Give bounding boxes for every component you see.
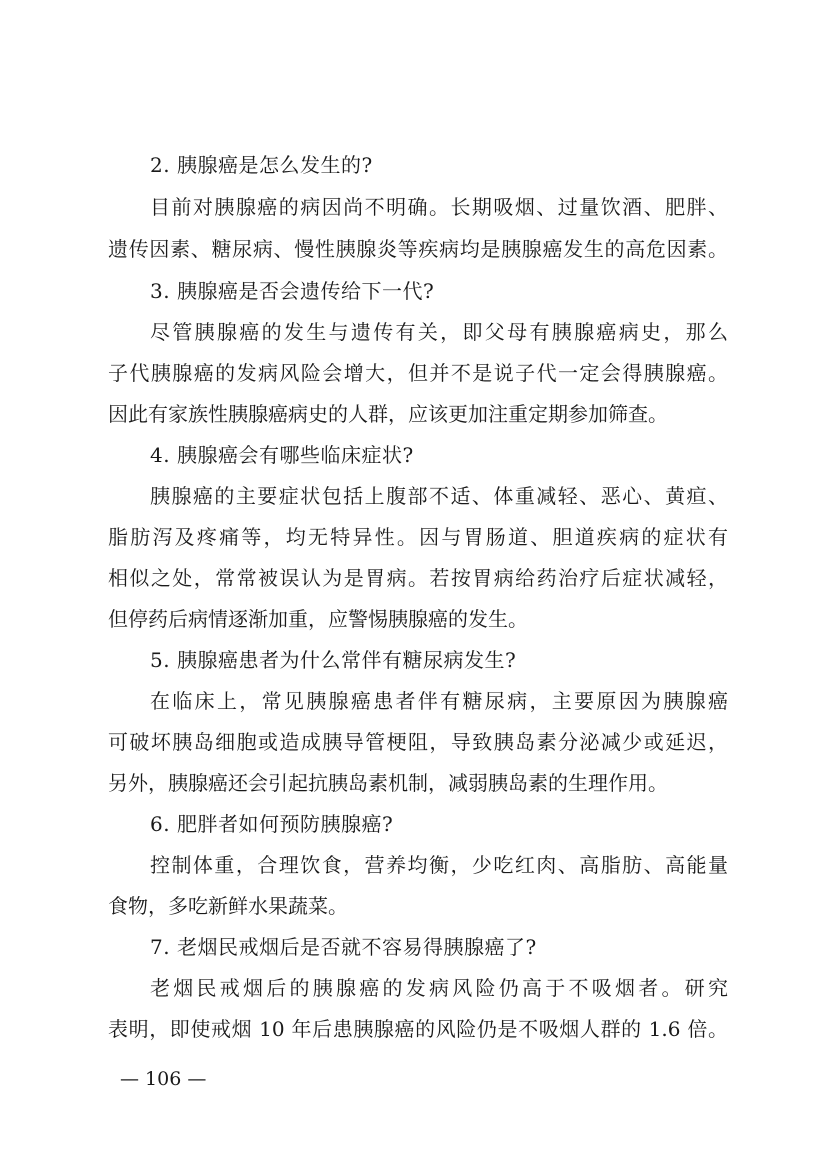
answer-line: 表明，即使戒烟 10 年后患胰腺癌的风险仍是不吸烟人群的 1.6 倍。: [108, 1017, 728, 1041]
answer-line: 在临床上，常见胰腺癌患者伴有糖尿病，主要原因为胰腺癌: [150, 689, 728, 713]
answer-line: 可破坏胰岛细胞或造成胰导管梗阻，导致胰岛素分泌减少或延迟，: [108, 730, 728, 754]
answer-line: 子代胰腺癌的发病风险会增大，但并不是说子代一定会得胰腺癌。: [108, 361, 728, 385]
question-heading: 5. 胰腺癌患者为什么常伴有糖尿病发生?: [150, 648, 517, 672]
answer-line: 但停药后病情逐渐加重，应警惕胰腺癌的发生。: [108, 607, 528, 631]
answer-line: 因此有家族性胰腺癌病史的人群，应该更加注重定期参加筛查。: [108, 402, 668, 426]
question-heading: 4. 胰腺癌会有哪些临床症状?: [150, 443, 414, 467]
page-number: — 106 —: [120, 1068, 207, 1090]
answer-line: 食物，多吃新鲜水果蔬菜。: [108, 894, 348, 918]
question-heading: 3. 胰腺癌是否会遗传给下一代?: [150, 279, 435, 303]
answer-line: 遗传因素、糖尿病、慢性胰腺炎等疾病均是胰腺癌发生的高危因素。: [108, 237, 728, 261]
question-heading: 7. 老烟民戒烟后是否就不容易得胰腺癌了?: [150, 935, 537, 959]
answer-line: 另外，胰腺癌还会引起抗胰岛素机制，减弱胰岛素的生理作用。: [108, 771, 668, 795]
answer-line: 控制体重，合理饮食，营养均衡，少吃红肉、高脂肪、高能量: [150, 853, 728, 877]
answer-line: 胰腺癌的主要症状包括上腹部不适、体重减轻、恶心、黄疸、: [150, 484, 728, 508]
answer-line: 尽管胰腺癌的发生与遗传有关，即父母有胰腺癌病史，那么: [150, 320, 728, 344]
answer-line: 目前对胰腺癌的病因尚不明确。长期吸烟、过量饮酒、肥胖、: [150, 195, 728, 219]
answer-line: 老烟民戒烟后的胰腺癌的发病风险仍高于不吸烟者。研究: [150, 976, 728, 1000]
question-heading: 6. 肥胖者如何预防胰腺癌?: [150, 812, 394, 836]
question-heading: 2. 胰腺癌是怎么发生的?: [150, 153, 373, 177]
answer-line: 脂肪泻及疼痛等，均无特异性。因与胃肠道、胆道疾病的症状有: [108, 525, 728, 549]
answer-line: 相似之处，常常被误认为是胃病。若按胃病给药治疗后症状减轻，: [108, 566, 728, 590]
